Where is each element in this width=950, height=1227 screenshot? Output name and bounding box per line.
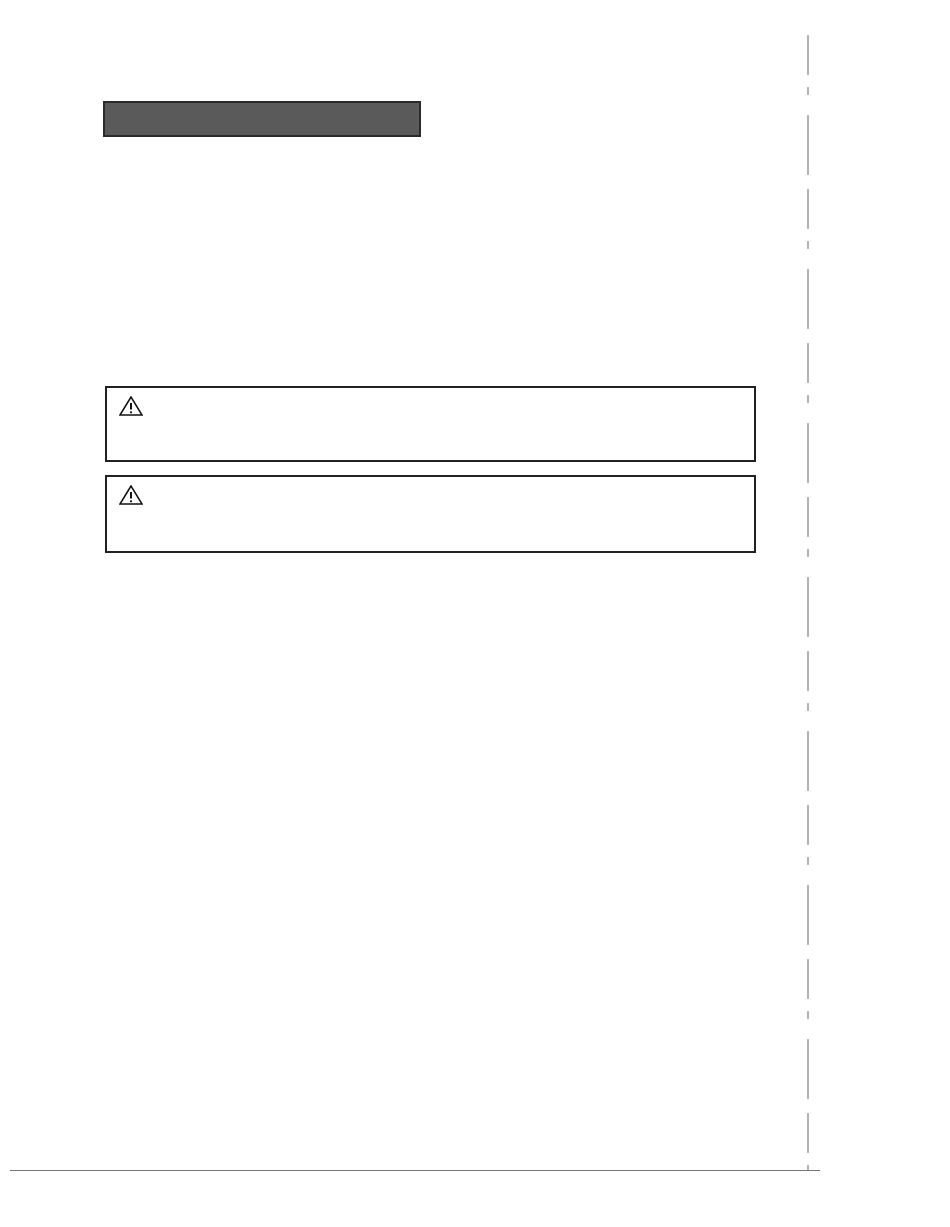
right-margin-rule [800,30,820,1180]
caution-triangle-icon [119,396,143,416]
warning-triangle-icon [119,485,143,505]
bottom-margin-rule [10,1170,820,1171]
caution-box [105,386,756,462]
section-header [103,101,421,137]
warning-box [105,475,756,553]
